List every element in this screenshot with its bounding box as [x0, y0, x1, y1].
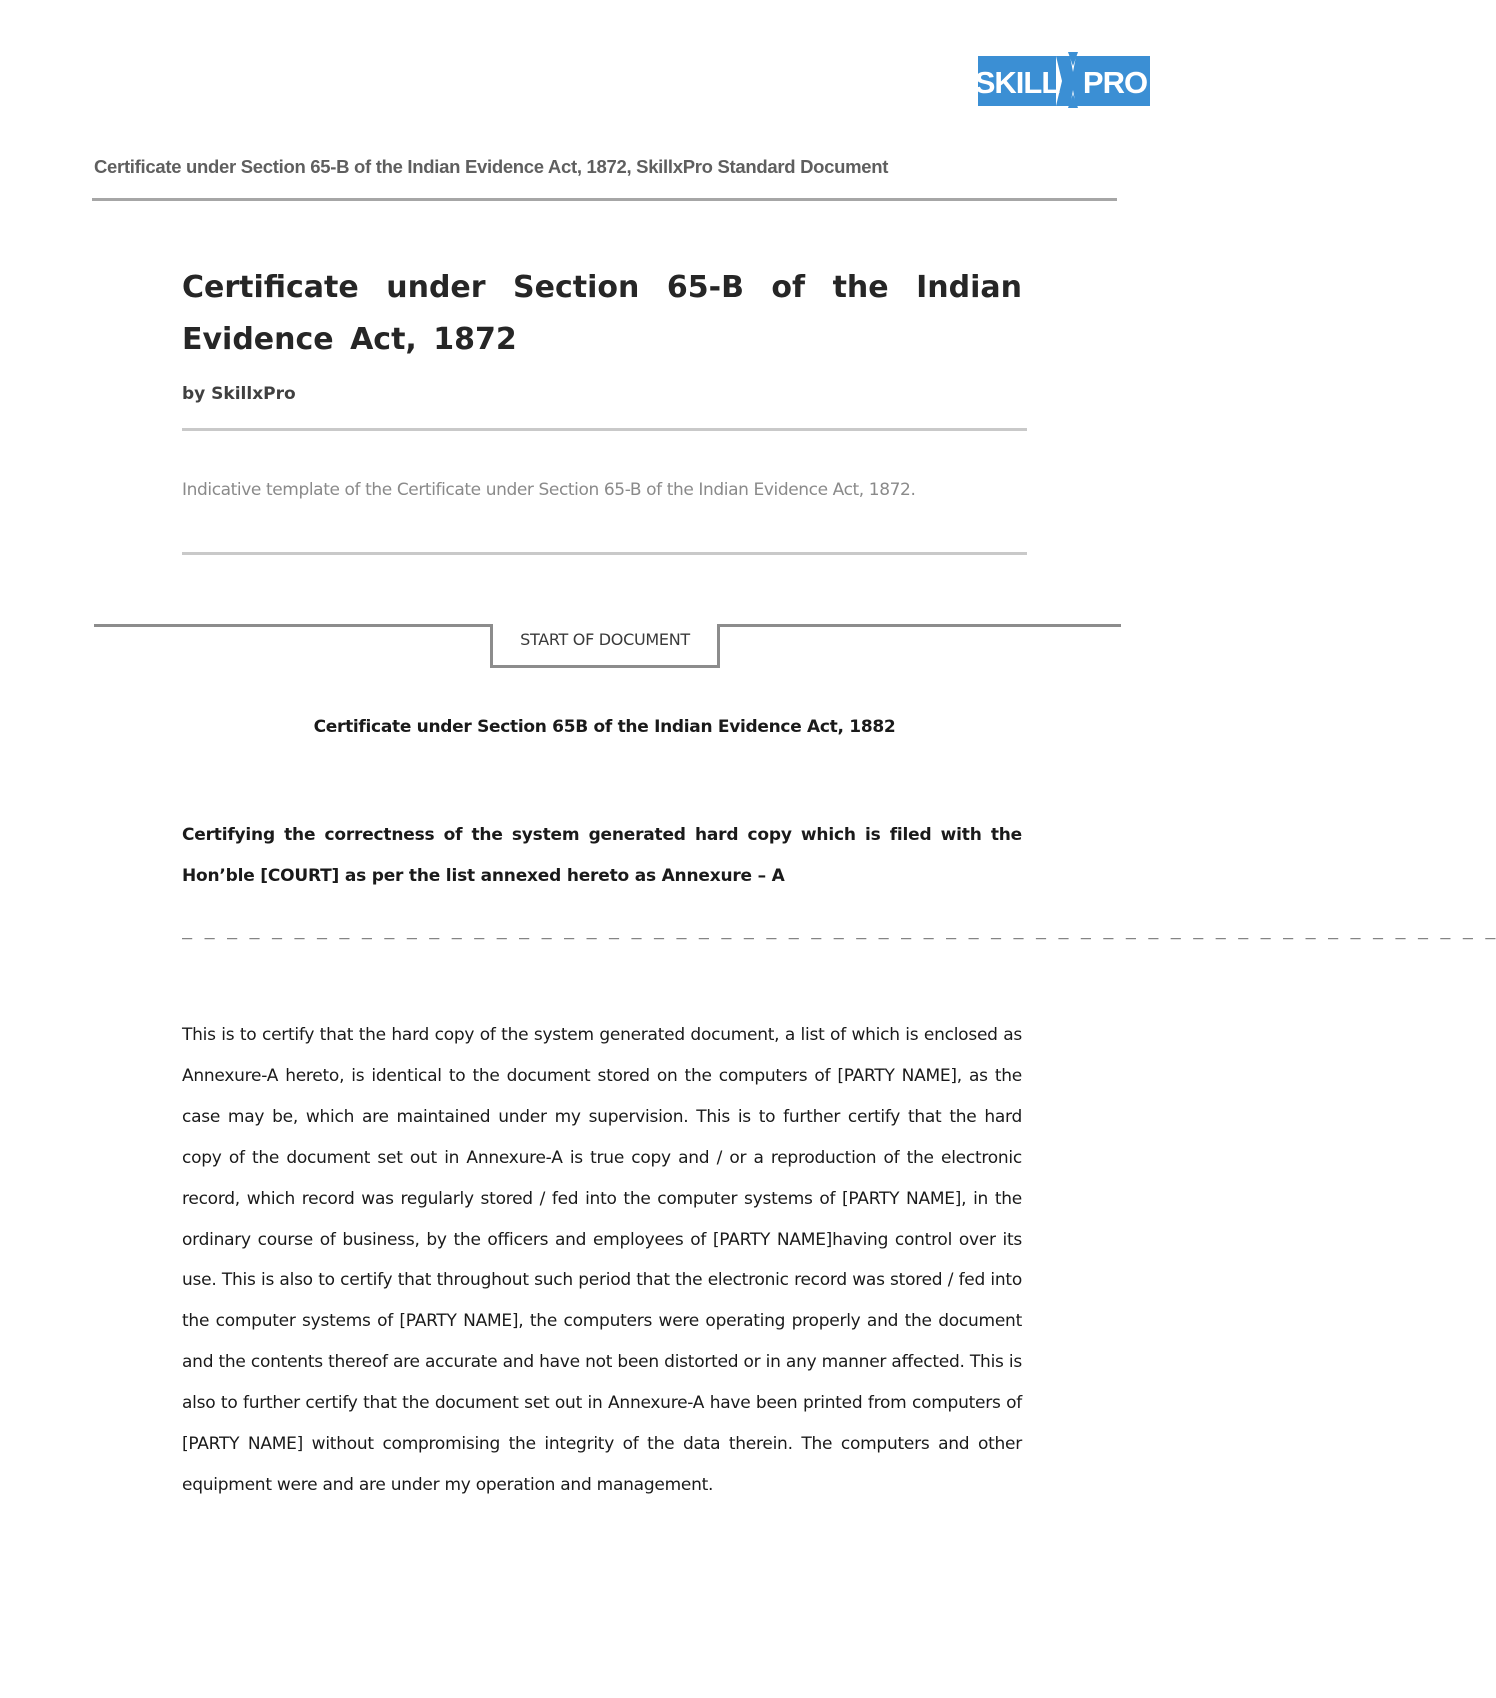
running-header: Certificate under Section 65-B of the Indian Evidence Act, 1872, SkillxPro Standard Document — [94, 156, 889, 177]
logo-left-text: SKILL — [974, 65, 1060, 100]
skillxpro-logo — [974, 52, 1150, 108]
description-divider — [182, 552, 1027, 555]
document-title: Certificate under Section 65-B of the Indian Evidence Act, 1872 — [182, 270, 1022, 357]
start-of-document-label: START OF DOCUMENT — [520, 630, 690, 649]
certificate-body: This is to certify that the hard copy of the system generated document, a list of which is enclosed as Annexure-A hereto, is identical to the document stored on the computers of [PARTY NAME], as the case may be, which are maintained under my supervision. This is to further certify that the hard copy of the document set out in Annexure-A is true copy and / or a reproduction of the electronic record, which record was regularly stored / fed into the computer systems of [PARTY NAME], in the ordinary course of business, by the officers and employees of [PARTY NAME]having control over its use. This is also to certify that throughout such period that the electronic record was stored / fed into the computer systems of [PARTY NAME], the computers were operating properly and the document and the contents thereof are accurate and have not been distorted or in any manner affected. This is also to further certify that the document set out in Annexure-A have been printed from computers of [PARTY NAME] without compromising the integrity of the data therein. The computers and other equipment were and are under my operation and management. — [182, 1025, 1022, 1495]
title-divider — [182, 428, 1027, 431]
separator-line: _ _ _ _ _ _ _ _ _ _ _ _ _ _ _ _ _ _ _ _ _ _ _ _ _ _ _ _ _ _ _ _ _ _ _ _ _ _ _ _ _ _ _ _ _ _ _ _ _ _ _ _ _ _ _ _ _ _ _ — [182, 920, 1496, 940]
start-of-document-tab — [490, 624, 720, 668]
certificate-title: Certificate under Section 65B of the Indian Evidence Act, 1882 — [313, 717, 896, 737]
document-description: Indicative template of the Certificate under Section 65-B of the Indian Evidence Act, 1872. — [182, 480, 916, 500]
byline: by SkillxPro — [182, 384, 296, 404]
certifying-heading: Certifying the correctness of the system generated hard copy which is filed with the Hon’ble [COURT] as per the list annexed hereto as Annexure – A — [182, 825, 1022, 886]
header-divider — [92, 198, 1117, 201]
logo-right-text: PRO — [1082, 65, 1148, 100]
